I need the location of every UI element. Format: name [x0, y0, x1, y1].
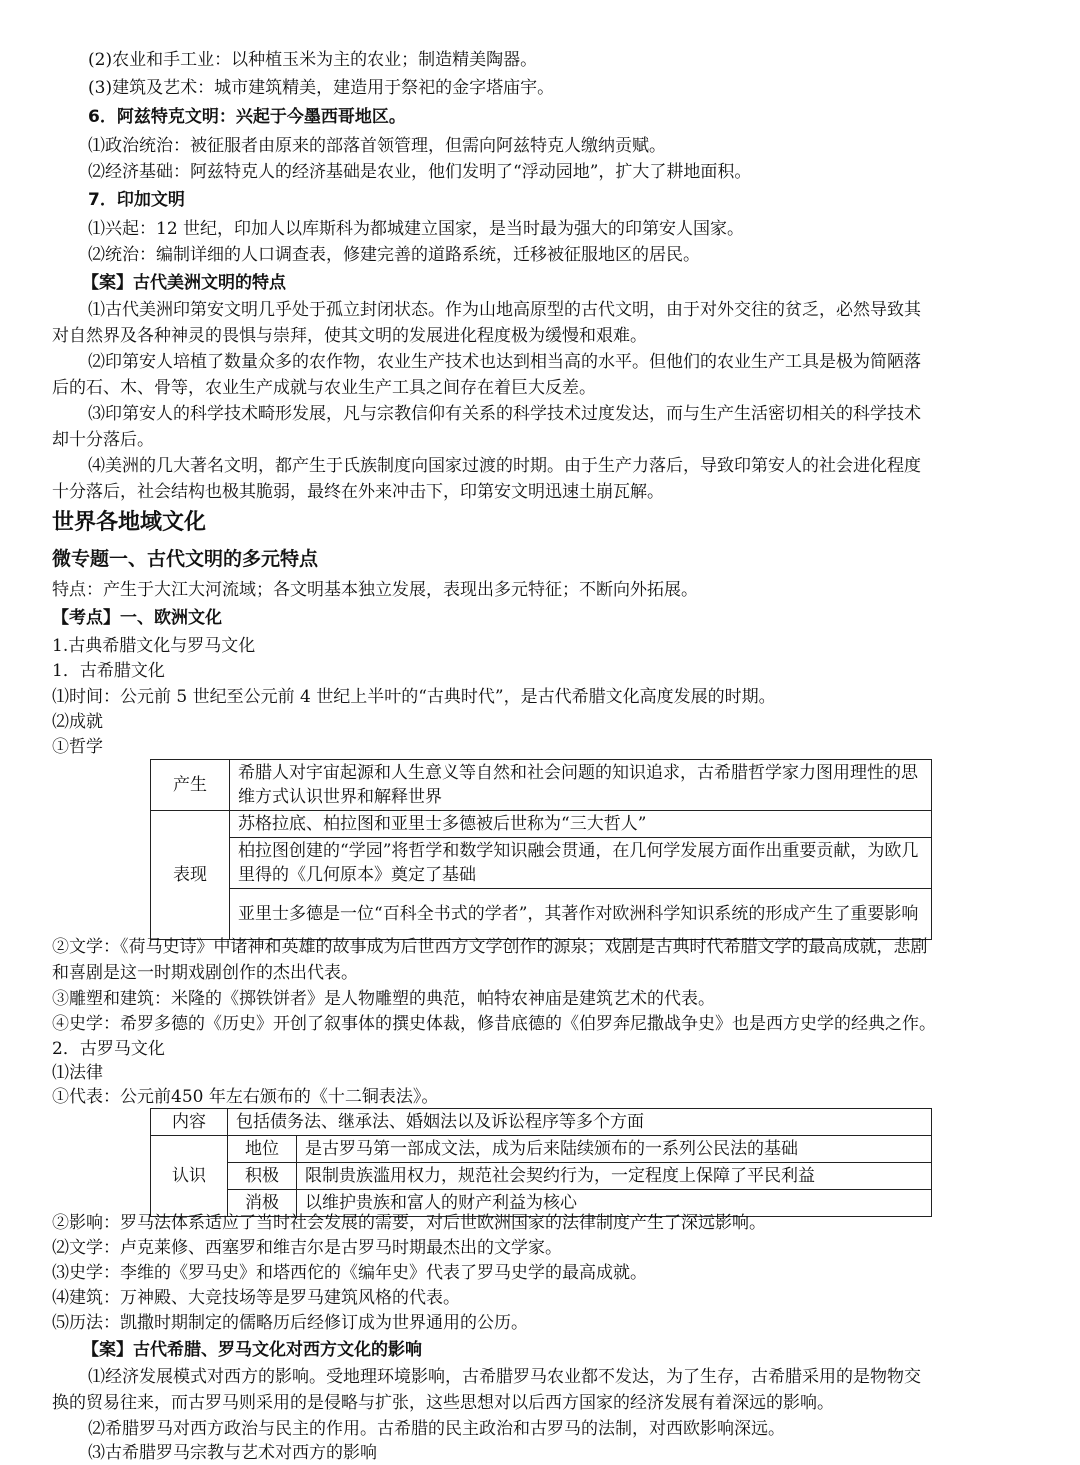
text-line: 对自然界及各种神灵的畏惧与崇拜，使其文明的发展进化程度极为缓慢和艰难。 — [52, 326, 647, 346]
text-line: ②影响：罗马法体系适应了当时社会发展的需要，对后世欧洲国家的法律制度产生了深远影响。 — [52, 1213, 766, 1233]
text-line: 2．古罗马文化 — [52, 1039, 165, 1059]
table-row — [151, 838, 932, 889]
case-heading: 【案】古代美洲文明的特点 — [82, 273, 286, 293]
table-row — [151, 1163, 932, 1190]
table-cell-label: 表现 — [151, 811, 230, 940]
section-heading: 7．印加文明 — [88, 190, 185, 210]
text-line: ⑵成就 — [52, 712, 103, 732]
text-line: ④史学：希罗多德的《历史》开创了叙事体的撰史体裁，修昔底德的《伯罗奔尼撒战争史》也是西方史学的经典之作。 — [52, 1014, 936, 1034]
case-heading: 【案】古代希腊、罗马文化对西方文化的影响 — [82, 1340, 422, 1360]
table-cell: 希腊人对宇宙起源和人生意义等自然和社会问题的知识追求，古希腊哲学家力图用理性的思维方式认识世界和解释世界 — [230, 760, 932, 811]
table-cell: 亚里士多德是一位“百科全书式的学者”，其著作对欧洲科学知识系统的形成产生了重要影响 — [230, 889, 932, 940]
text-line: ⑵文学：卢克莱修、西塞罗和维吉尔是古罗马时期最杰出的文学家。 — [52, 1238, 562, 1258]
text-line: 后的石、木、骨等，农业生产成就与农业生产工具之间存在着巨大反差。 — [52, 378, 596, 398]
table-cell-label: 认识 — [151, 1136, 228, 1217]
text-line: ⑵印第安人培植了数量众多的农作物，农业生产技术也达到相当高的水平。但他们的农业生产工具是极为简陋落 — [88, 352, 921, 372]
text-line: ③雕塑和建筑：米隆的《掷铁饼者》是人物雕塑的典范，帕特农神庙是建筑艺术的代表。 — [52, 989, 715, 1009]
table-cell-label: 地位 — [228, 1136, 297, 1163]
text-line: ⑴古代美洲印第安文明几乎处于孤立封闭状态。作为山地高原型的古代文明，由于对外交往的贫乏，必然导致其 — [88, 300, 921, 320]
table-cell-label: 消极 — [228, 1190, 297, 1217]
table-cell-label: 产生 — [151, 760, 230, 811]
philosophy-table — [150, 759, 932, 940]
table-cell-label: 积极 — [228, 1163, 297, 1190]
text-line: ②文学：《荷马史诗》中诸神和英雄的故事成为后世西方文学创作的源泉；戏剧是古典时代希腊文学的最高成就，悲剧 — [52, 937, 928, 957]
text-line: ⑴时间：公元前 5 世纪至公元前 4 世纪上半叶的“古典时代”，是古代希腊文化高度发展的时期。 — [52, 687, 776, 707]
table-row — [151, 760, 932, 811]
table-cell: 限制贵族滥用权力，规范社会契约行为，一定程度上保障了平民利益 — [297, 1163, 932, 1190]
table-cell: 柏拉图创建的“学园”将哲学和数学知识融会贯通，在几何学发展方面作出重要贡献，为欧几里得的《几何原本》奠定了基础 — [230, 838, 932, 889]
text-line: ⑶印第安人的科学技术畸形发展，凡与宗教信仰有关系的科学技术过度发达，而与生产生活密切相关的科学技术 — [88, 404, 921, 424]
text-line: ⑴法律 — [52, 1063, 103, 1083]
text-line: ⑵希腊罗马对西方政治与民主的作用。古希腊的民主政治和古罗马的法制，对西欧影响深远。 — [88, 1419, 785, 1439]
table-cell: 以维护贵族和富人的财产利益为核心 — [297, 1190, 932, 1217]
text-line: 特点：产生于大江大河流域；各文明基本独立发展，表现出多元特征；不断向外拓展。 — [52, 580, 698, 600]
table-cell: 包括债务法、继承法、婚姻法以及诉讼程序等多个方面 — [228, 1109, 932, 1136]
text-line: ①代表：公元前450 年左右颁布的《十二铜表法》。 — [52, 1087, 439, 1107]
text-line: 1.古典希腊文化与罗马文化 — [52, 636, 256, 656]
table-row — [151, 889, 932, 940]
section-heading: 6．阿兹特克文明：兴起于今墨西哥地区。 — [88, 107, 406, 127]
text-line: ⑸历法：凯撒时期制定的儒略历后经修订成为世界通用的公历。 — [52, 1313, 528, 1333]
text-line: ⑴政治统治：被征服者由原来的部落首领管理，但需向阿兹特克人缴纳贡赋。 — [88, 136, 666, 156]
topic-title: 微专题一、古代文明的多元特点 — [52, 548, 319, 570]
table-row — [151, 1136, 932, 1163]
text-line: (2)农业和手工业：以种植玉米为主的农业；制造精美陶器。 — [88, 50, 538, 70]
table-cell-label: 内容 — [151, 1109, 228, 1136]
table-cell: 苏格拉底、柏拉图和亚里士多德被后世称为“三大哲人” — [230, 811, 932, 838]
table-row — [151, 811, 932, 838]
text-line: 和喜剧是这一时期戏剧创作的杰出代表。 — [52, 963, 358, 983]
text-line: ⑴经济发展模式对西方的影响。受地理环境影响，古希腊罗马农业都不发达，为了生存，古希腊采用的是物物交 — [88, 1367, 921, 1387]
text-line: 换的贸易往来，而古罗马则采用的是侵略与扩张，这些思想对以后西方国家的经济发展有着深远的影响。 — [52, 1393, 834, 1413]
text-line: ⑷建筑：万神殿、大竞技场等是罗马建筑风格的代表。 — [52, 1288, 460, 1308]
table-cell: 是古罗马第一部成文法，成为后来陆续颁布的一系列公民法的基础 — [297, 1136, 932, 1163]
text-line: ⑶古希腊罗马宗教与艺术对西方的影响 — [88, 1443, 377, 1463]
text-line: ⑵经济基础：阿兹特克人的经济基础是农业，他们发明了“浮动园地”，扩大了耕地面积。 — [88, 162, 752, 182]
text-line: ⑶史学：李维的《罗马史》和塔西佗的《编年史》代表了罗马史学的最高成就。 — [52, 1263, 647, 1283]
text-line: ⑴兴起：12 世纪，印加人以库斯科为都城建立国家，是当时最为强大的印第安人国家。 — [88, 219, 745, 239]
text-line: 1．古希腊文化 — [52, 661, 165, 681]
table-row — [151, 1109, 932, 1136]
exam-point-heading: 【考点】一、欧洲文化 — [52, 608, 222, 628]
text-line: ①哲学 — [52, 737, 103, 757]
text-line: ⑷美洲的几大著名文明，都产生于氏族制度向国家过渡的时期。由于生产力落后，导致印第安人的社会进化程度 — [88, 456, 921, 476]
text-line: ⑵统治：编制详细的人口调查表，修建完善的道路系统，迁移被征服地区的居民。 — [88, 245, 700, 265]
text-line: 却十分落后。 — [52, 430, 154, 450]
text-line: 十分落后，社会结构也极其脆弱，最终在外来冲击下，印第安文明迅速土崩瓦解。 — [52, 482, 664, 502]
law-table — [150, 1108, 932, 1217]
text-line: (3)建筑及艺术：城市建筑精美，建造用于祭祀的金字塔庙宇。 — [88, 78, 555, 98]
chapter-title: 世界各地域文化 — [52, 510, 207, 535]
